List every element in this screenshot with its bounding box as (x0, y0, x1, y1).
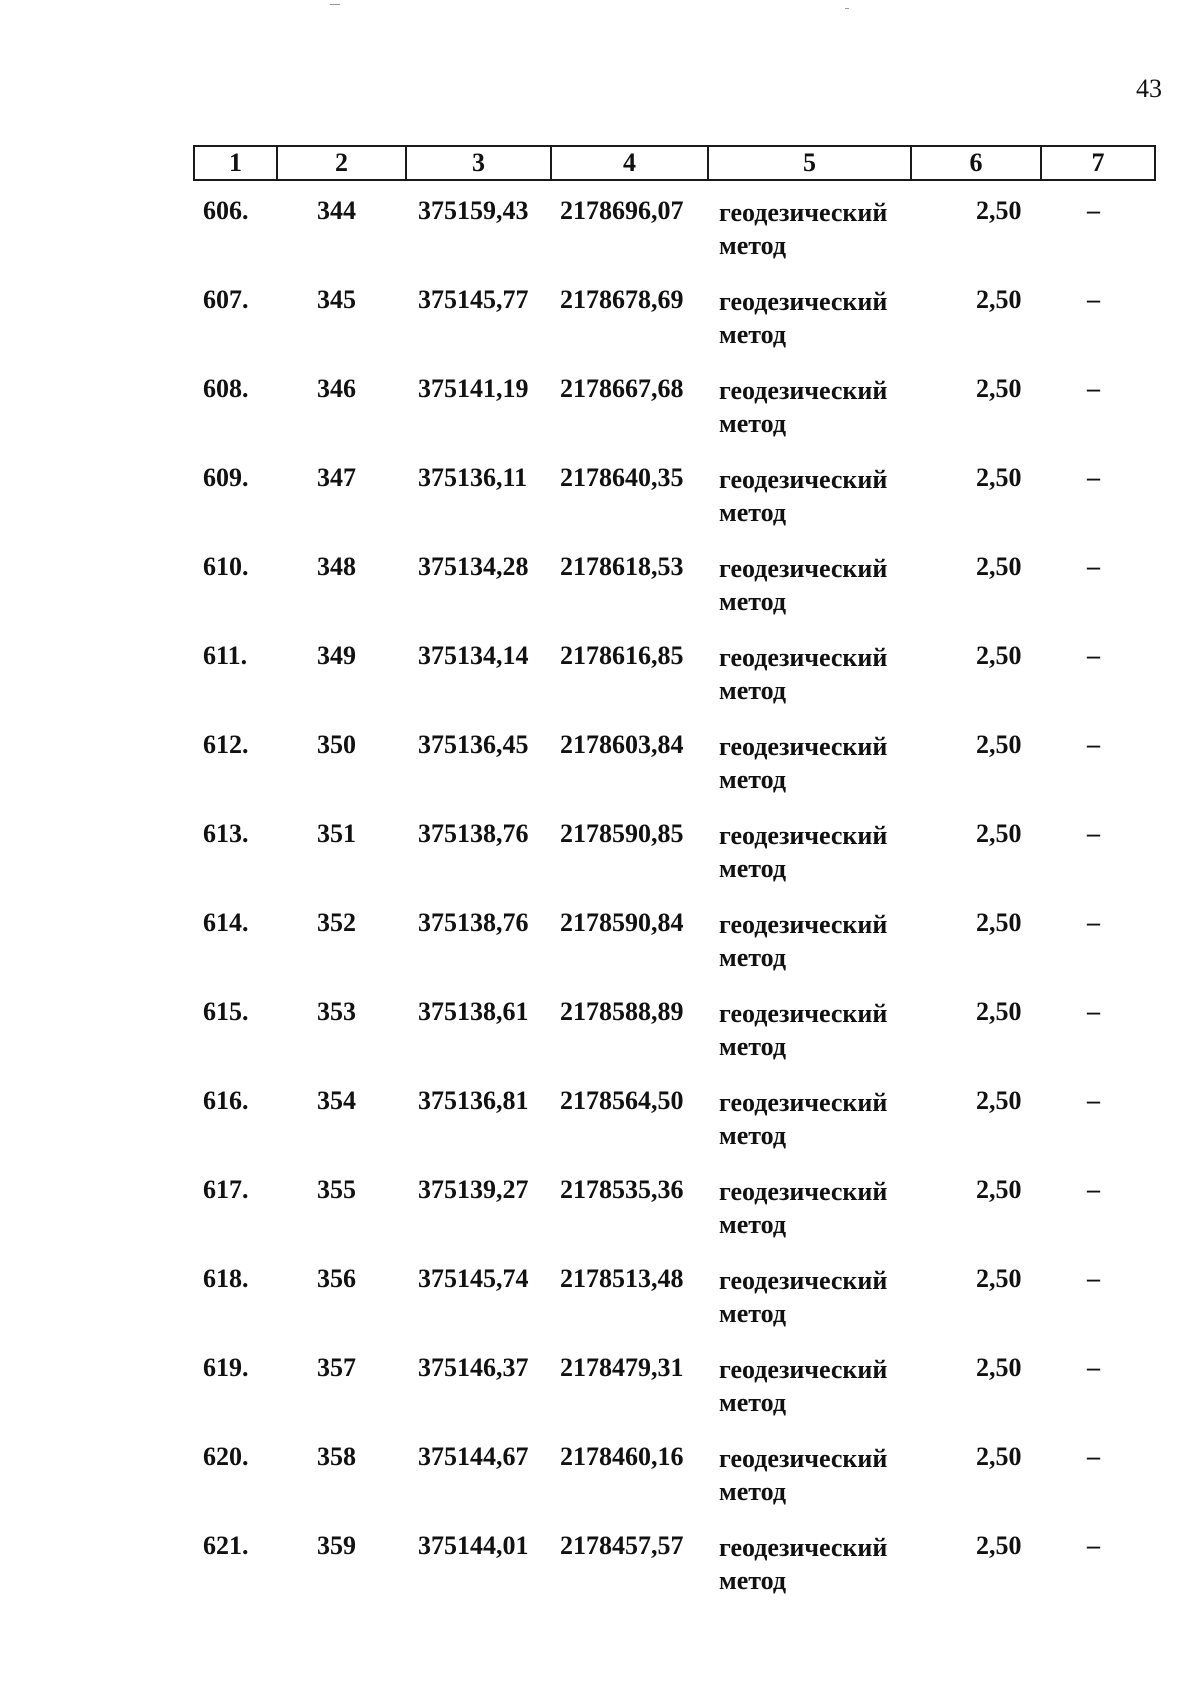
table-row (193, 285, 1154, 374)
accuracy: 2,50 (976, 1175, 1022, 1204)
note-dash: – (1087, 463, 1100, 492)
x-coordinate: 375146,37 (418, 1353, 529, 1382)
column-header-7: 7 (1041, 146, 1155, 180)
point-number: 350 (317, 730, 356, 759)
method-cell (719, 1086, 887, 1152)
method-cell (719, 285, 887, 351)
method-line-2: метод (719, 854, 787, 883)
x-coordinate: 375159,43 (418, 196, 529, 225)
method-line-2: метод (719, 231, 787, 260)
row-number: 609. (203, 463, 249, 492)
row-number: 611. (203, 641, 248, 670)
row-number: 608. (203, 374, 249, 403)
column-header-3: 3 (406, 146, 551, 180)
page-number: 43 (1136, 74, 1162, 103)
accuracy: 2,50 (976, 819, 1022, 848)
note-dash: – (1087, 1353, 1100, 1382)
y-coordinate: 2178603,84 (560, 730, 684, 759)
method-line-1: геодезический (719, 1266, 888, 1295)
method-line-2: метод (719, 1121, 787, 1150)
row-number: 614. (203, 908, 249, 937)
column-header-table (193, 145, 1156, 181)
table-row (193, 1175, 1154, 1264)
y-coordinate: 2178588,89 (560, 997, 684, 1026)
method-line-1: геодезический (719, 732, 888, 761)
accuracy: 2,50 (976, 1086, 1022, 1115)
y-coordinate: 2178678,69 (560, 285, 684, 314)
note-dash: – (1087, 285, 1100, 314)
method-line-1: геодезический (719, 465, 888, 494)
point-number: 351 (317, 819, 356, 848)
point-number: 349 (317, 641, 356, 670)
point-number: 356 (317, 1264, 356, 1293)
method-cell (719, 730, 887, 796)
table-row (193, 552, 1154, 641)
table-row (193, 463, 1154, 552)
y-coordinate: 2178479,31 (560, 1353, 684, 1382)
method-cell (719, 1442, 887, 1508)
point-number: 355 (317, 1175, 356, 1204)
table-row (193, 196, 1154, 285)
method-line-2: метод (719, 676, 787, 705)
row-number: 617. (203, 1175, 249, 1204)
y-coordinate: 2178460,16 (560, 1442, 684, 1471)
note-dash: – (1087, 196, 1100, 225)
method-line-1: геодезический (719, 1355, 888, 1384)
row-number: 619. (203, 1353, 249, 1382)
x-coordinate: 375134,28 (418, 552, 529, 581)
row-number: 616. (203, 1086, 249, 1115)
note-dash: – (1087, 1442, 1100, 1471)
method-line-2: метод (719, 498, 787, 527)
y-coordinate: 2178640,35 (560, 463, 684, 492)
point-number: 344 (317, 196, 356, 225)
column-header-row (194, 146, 1155, 180)
note-dash: – (1087, 1531, 1100, 1560)
method-cell (719, 374, 887, 440)
method-line-2: метод (719, 1477, 787, 1506)
x-coordinate: 375144,01 (418, 1531, 529, 1560)
note-dash: – (1087, 641, 1100, 670)
table-row (193, 1086, 1154, 1175)
scan-speck (845, 8, 849, 9)
x-coordinate: 375136,45 (418, 730, 529, 759)
row-number: 615. (203, 997, 249, 1026)
note-dash: – (1087, 908, 1100, 937)
x-coordinate: 375139,27 (418, 1175, 529, 1204)
x-coordinate: 375138,61 (418, 997, 529, 1026)
column-header-5: 5 (708, 146, 911, 180)
table-row (193, 374, 1154, 463)
y-coordinate: 2178513,48 (560, 1264, 684, 1293)
scan-speck (330, 4, 340, 5)
method-cell (719, 552, 887, 618)
method-line-2: метод (719, 409, 787, 438)
y-coordinate: 2178564,50 (560, 1086, 684, 1115)
point-number: 359 (317, 1531, 356, 1560)
method-line-1: геодезический (719, 1177, 888, 1206)
accuracy: 2,50 (976, 1442, 1022, 1471)
y-coordinate: 2178696,07 (560, 196, 684, 225)
y-coordinate: 2178590,84 (560, 908, 684, 937)
method-line-2: метод (719, 1032, 787, 1061)
note-dash: – (1087, 1264, 1100, 1293)
x-coordinate: 375141,19 (418, 374, 529, 403)
method-line-1: геодезический (719, 1088, 888, 1117)
method-line-2: метод (719, 1388, 787, 1417)
accuracy: 2,50 (976, 1264, 1022, 1293)
table-row (193, 819, 1154, 908)
coordinate-table-body (193, 196, 1154, 1620)
x-coordinate: 375136,81 (418, 1086, 529, 1115)
accuracy: 2,50 (976, 730, 1022, 759)
point-number: 352 (317, 908, 356, 937)
accuracy: 2,50 (976, 196, 1022, 225)
point-number: 358 (317, 1442, 356, 1471)
table-row (193, 1353, 1154, 1442)
x-coordinate: 375138,76 (418, 819, 529, 848)
method-cell (719, 641, 887, 707)
table-row (193, 1264, 1154, 1353)
accuracy: 2,50 (976, 1531, 1022, 1560)
point-number: 357 (317, 1353, 356, 1382)
x-coordinate: 375145,74 (418, 1264, 529, 1293)
method-line-1: геодезический (719, 287, 888, 316)
point-number: 353 (317, 997, 356, 1026)
row-number: 606. (203, 196, 249, 225)
column-header-6: 6 (911, 146, 1041, 180)
table-row (193, 1442, 1154, 1531)
x-coordinate: 375138,76 (418, 908, 529, 937)
row-number: 612. (203, 730, 249, 759)
method-cell (719, 1353, 887, 1419)
method-line-2: метод (719, 765, 787, 794)
note-dash: – (1087, 552, 1100, 581)
accuracy: 2,50 (976, 374, 1022, 403)
row-number: 610. (203, 552, 249, 581)
row-number: 607. (203, 285, 249, 314)
y-coordinate: 2178457,57 (560, 1531, 684, 1560)
point-number: 345 (317, 285, 356, 314)
method-cell (719, 463, 887, 529)
y-coordinate: 2178618,53 (560, 552, 684, 581)
method-line-1: геодезический (719, 643, 888, 672)
method-line-1: геодезический (719, 554, 888, 583)
method-cell (719, 196, 887, 262)
y-coordinate: 2178535,36 (560, 1175, 684, 1204)
row-number: 620. (203, 1442, 249, 1471)
x-coordinate: 375134,14 (418, 641, 529, 670)
table-row (193, 1531, 1154, 1620)
y-coordinate: 2178667,68 (560, 374, 684, 403)
method-line-1: геодезический (719, 910, 888, 939)
accuracy: 2,50 (976, 552, 1022, 581)
method-line-2: метод (719, 943, 787, 972)
row-number: 613. (203, 819, 249, 848)
table-row (193, 641, 1154, 730)
method-cell (719, 819, 887, 885)
row-number: 621. (203, 1531, 249, 1560)
note-dash: – (1087, 1175, 1100, 1204)
note-dash: – (1087, 1086, 1100, 1115)
x-coordinate: 375136,11 (418, 463, 528, 492)
point-number: 346 (317, 374, 356, 403)
method-line-1: геодезический (719, 376, 888, 405)
point-number: 348 (317, 552, 356, 581)
method-line-1: геодезический (719, 1533, 888, 1562)
accuracy: 2,50 (976, 463, 1022, 492)
accuracy: 2,50 (976, 285, 1022, 314)
method-cell (719, 1264, 887, 1330)
note-dash: – (1087, 374, 1100, 403)
row-number: 618. (203, 1264, 249, 1293)
column-header-2: 2 (277, 146, 406, 180)
note-dash: – (1087, 730, 1100, 759)
y-coordinate: 2178590,85 (560, 819, 684, 848)
x-coordinate: 375145,77 (418, 285, 529, 314)
accuracy: 2,50 (976, 1353, 1022, 1382)
method-line-1: геодезический (719, 821, 888, 850)
accuracy: 2,50 (976, 908, 1022, 937)
method-cell (719, 1175, 887, 1241)
x-coordinate: 375144,67 (418, 1442, 529, 1471)
table-row (193, 997, 1154, 1086)
method-line-2: метод (719, 1566, 787, 1595)
accuracy: 2,50 (976, 641, 1022, 670)
method-cell (719, 908, 887, 974)
method-line-1: геодезический (719, 198, 888, 227)
note-dash: – (1087, 997, 1100, 1026)
y-coordinate: 2178616,85 (560, 641, 684, 670)
method-line-1: геодезический (719, 999, 888, 1028)
note-dash: – (1087, 819, 1100, 848)
point-number: 354 (317, 1086, 356, 1115)
column-header-4: 4 (551, 146, 708, 180)
method-line-1: геодезический (719, 1444, 888, 1473)
method-line-2: метод (719, 1210, 787, 1239)
table-row (193, 730, 1154, 819)
accuracy: 2,50 (976, 997, 1022, 1026)
method-cell (719, 1531, 887, 1597)
point-number: 347 (317, 463, 356, 492)
column-header-1: 1 (194, 146, 277, 180)
table-row (193, 908, 1154, 997)
method-line-2: метод (719, 1299, 787, 1328)
method-line-2: метод (719, 587, 787, 616)
method-cell (719, 997, 887, 1063)
method-line-2: метод (719, 320, 787, 349)
